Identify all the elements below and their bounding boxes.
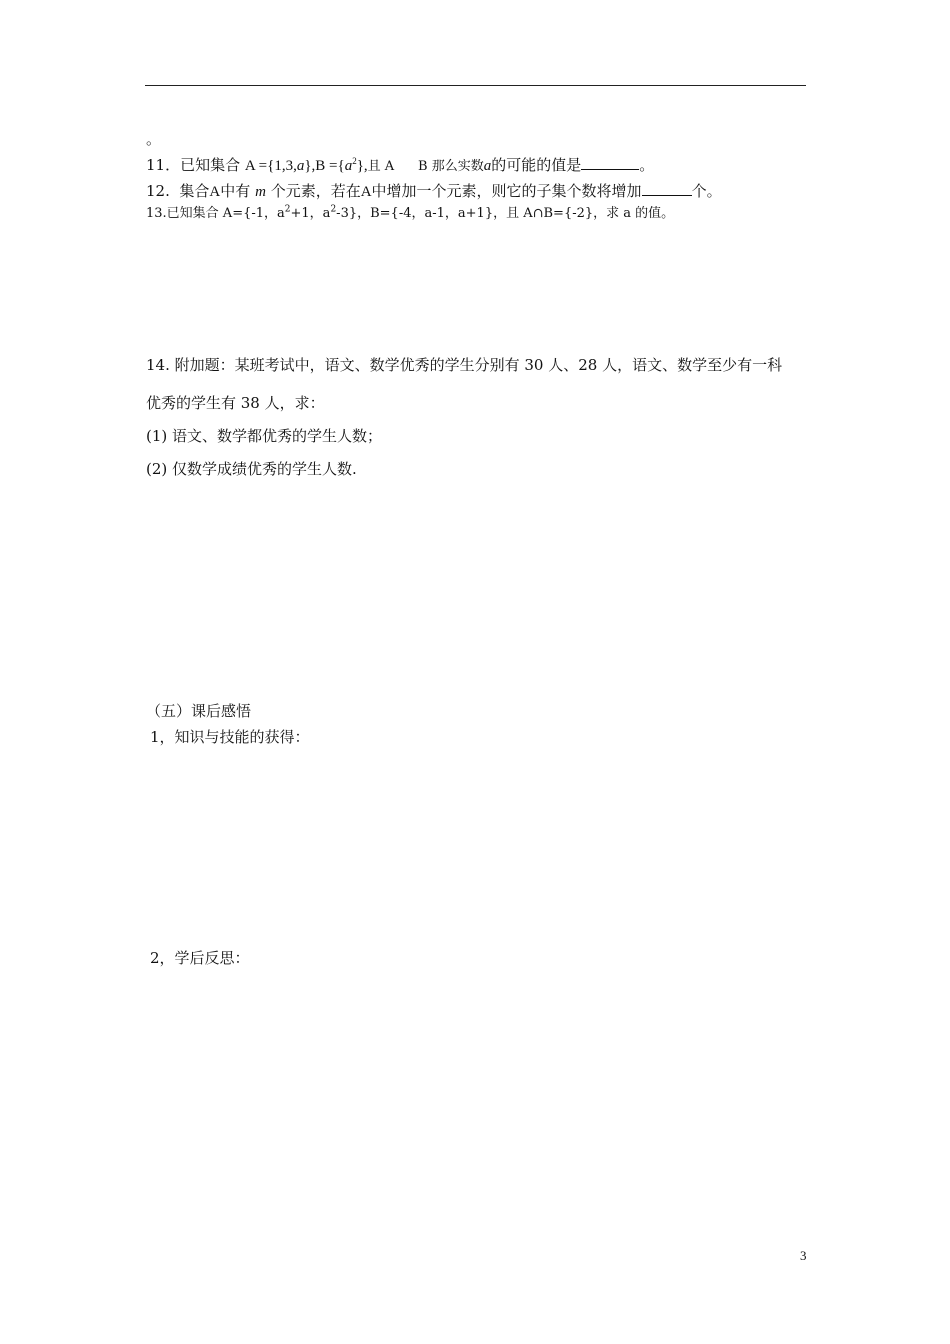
section-5-title: （五）课后感悟 [146,702,252,720]
q11-set-a-var: a [296,158,305,174]
q13-p1: 13.已知集合 A={-1，a [146,206,285,221]
q11-set-a-eq: ={1,3, [254,158,297,174]
q12-p4: 中增加一个元素，则它的子集个数将增加 [371,182,642,200]
q12-end: 个。 [691,182,722,200]
q12-set-label-2: A [360,184,372,200]
q11-set-b-close: }, [356,158,368,174]
section-5-item-1: 1，知识与技能的获得： [150,728,310,746]
q11-answer-blank [581,157,639,170]
q12-p2: 中有 [220,182,251,200]
q12-number: 12. [146,182,170,200]
q11-set-b-label: B [315,158,326,174]
q13-sup1: 2 [284,204,291,215]
q11-set-a-close: }, [304,158,316,174]
question-12 [146,180,722,201]
question-13 [146,202,674,221]
q12-answer-blank [642,183,692,196]
q12-set-label: A [209,184,221,200]
q14-line-2: 优秀的学生有 38 人，求： [146,394,325,412]
page-number: 3 [800,1248,807,1263]
q11-prefix: 已知集合 [180,156,241,174]
leading-mark: 。 [146,130,162,148]
q11-mid2: B 那么实数 [418,159,484,174]
q11-set-b-sup: 2 [352,156,357,166]
q13-p3: -3}，B={-4，a-1，a+1}，且 A∩B={-2}，求 a 的值。 [336,206,675,221]
q13-sup2: 2 [330,204,337,215]
question-11 [146,154,654,175]
q13-p2: +1，a [290,206,331,221]
q14-item-2: (2) 仅数学成绩优秀的学生人数. [146,460,357,478]
q11-set-b-var: a [344,158,353,174]
section-5-item-2: 2，学后反思： [150,949,250,967]
q11-number: 11． [146,156,181,174]
q12-p3: 个元素，若在 [270,182,361,200]
q11-set-b-open: ={ [325,158,345,174]
q11-mid: 且 A [367,159,395,174]
q12-p1: 集合 [179,182,210,200]
header-rule [145,85,806,86]
q11-var: a [483,158,492,174]
q12-var: m [255,184,266,200]
q11-set-a-label: A [244,158,255,174]
q11-end: 。 [639,156,655,174]
q14-line-1: 14. 附加题：某班考试中，语文、数学优秀的学生分别有 30 人、28 人，语文、数学至少有一科 [146,356,783,374]
q14-item-1: (1) 语文、数学都优秀的学生人数； [146,427,383,445]
q11-suffix: 的可能的值是 [491,156,582,174]
